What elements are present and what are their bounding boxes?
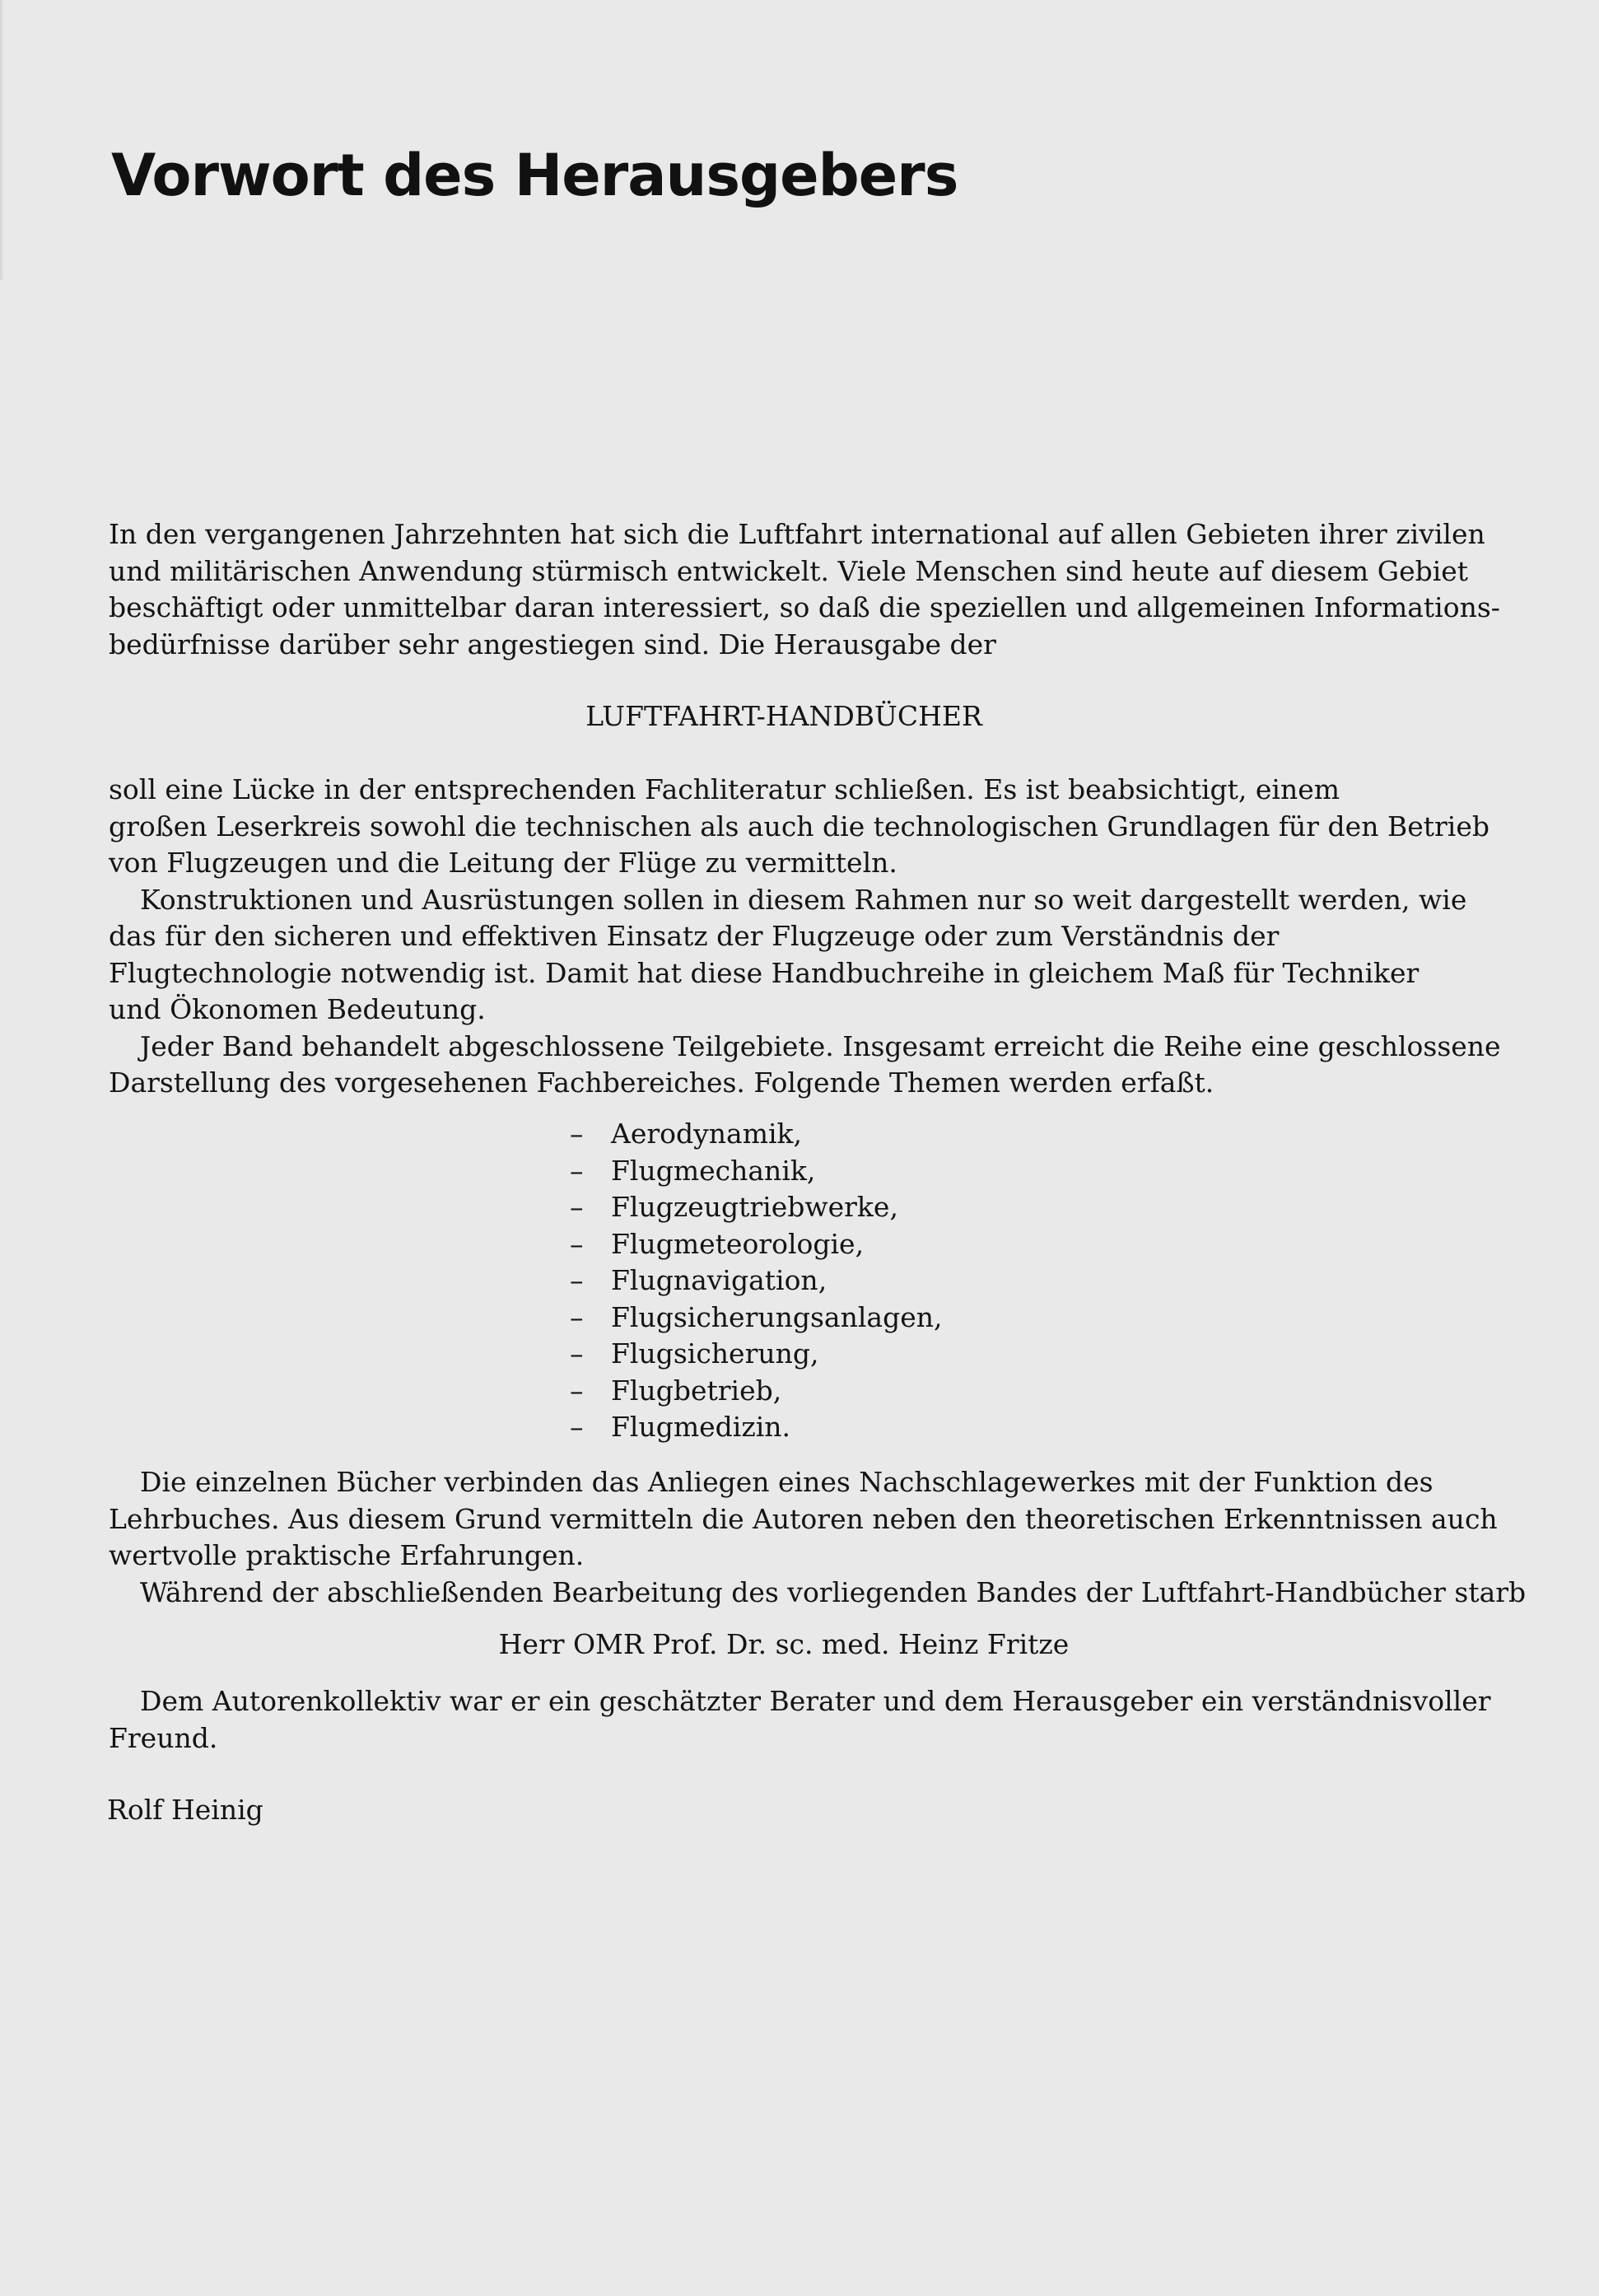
text-line: Die einzelnen Bücher verbinden das Anliegen eines Nachschlagewerkes mit der Funktion des [140,1466,1434,1498]
text-line: Jeder Band behandelt abgeschlossene Teilgebiete. Insgesamt erreicht die Reihe eine geschlossene [140,1029,1501,1062]
text-line: und Ökonomen Bedeutung. [109,993,486,1025]
series-title: LUFTFAHRT-HANDBÜCHER [585,700,982,732]
list-item: – Flugsicherung, [570,1336,942,1373]
signature: Rolf Heinig [107,1794,263,1826]
volumes-paragraph [109,1029,1501,1102]
text-line: Flugtechnologie notwendig ist. Damit hat diese Handbuchreihe in gleichem Maß für Techniker [109,956,1420,989]
text-line: bedürfnisse darüber sehr angestiegen sind. Die Herausgabe der [109,628,996,660]
constructions-paragraph [109,882,1467,1029]
dash-bullet: – [570,1374,584,1407]
list-item: – Aerodynamik, [570,1116,942,1153]
list-item: – Flugzeugtriebwerke, [570,1189,942,1226]
intro-paragraph [109,516,1500,663]
text-line: In den vergangenen Jahrzehnten hat sich die Luftfahrt international auf allen Gebieten ihrer zivilen [109,518,1485,550]
text-line: Konstruktionen und Ausrüstungen sollen in diesem Rahmen nur so weit dargestellt werden, wie [140,883,1467,916]
dash-bullet: – [570,1337,584,1370]
text-line: Freund. [109,1721,218,1754]
list-item: – Flugnavigation, [570,1262,942,1300]
text-line: Darstellung des vorgesehenen Fachbereiches. Folgende Themen werden erfaßt. [109,1066,1214,1099]
dash-bullet: – [570,1118,584,1150]
page-edge-shadow [0,0,4,280]
list-item: – Flugmedizin. [570,1409,942,1446]
dash-bullet: – [570,1154,584,1187]
list-item: – Flugmeteorologie, [570,1226,942,1263]
memorial-intro: Während der abschließenden Bearbeitung des vorliegenden Bandes der Luftfahrt-Handbücher starb [140,1575,1527,1608]
text-line: beschäftigt oder unmittelbar daran interessiert, so daß die speziellen und allgemeinen Informations- [109,591,1500,623]
text-line: Dem Autorenkollektiv war er ein geschätzter Berater und dem Herausgeber ein verständnisvoller [140,1685,1491,1717]
text-line: Lehrbuches. Aus diesem Grund vermitteln die Autoren neben den theoretischen Erkenntnissen auch [109,1502,1498,1535]
text-line: großen Leserkreis sowohl die technischen als auch die technologischen Grundlagen für den Betrieb [109,810,1489,842]
list-item: – Flugsicherungsanlagen, [570,1300,942,1337]
list-item: – Flugbetrieb, [570,1373,942,1410]
dash-bullet: – [570,1227,584,1260]
text-line: soll eine Lücke in der entsprechenden Fachliteratur schließen. Es ist beabsichtigt, einem [109,773,1340,805]
books-paragraph [109,1464,1527,1611]
purpose-paragraph [109,772,1501,1102]
text-line: das für den sicheren und effektiven Einsatz der Flugzeuge oder zum Verständnis der [109,920,1280,952]
topics-list [570,1116,942,1446]
text-line: von Flugzeugen und die Leitung der Flüge zu vermitteln. [109,847,897,879]
dash-bullet: – [570,1300,584,1333]
dash-bullet: – [570,1264,584,1296]
memorial-outro-paragraph [109,1683,1491,1757]
list-item: – Flugmechanik, [570,1153,942,1190]
dash-bullet: – [570,1411,584,1443]
page-title: Vorwort des Herausgebers [111,142,958,209]
dash-bullet: – [570,1191,584,1223]
text-line: wertvolle praktische Erfahrungen. [109,1539,585,1571]
memorial-name: Herr OMR Prof. Dr. sc. med. Heinz Fritze [498,1628,1070,1660]
text-line: und militärischen Anwendung stürmisch entwickelt. Viele Menschen sind heute auf diesem Gebiet [109,554,1469,587]
